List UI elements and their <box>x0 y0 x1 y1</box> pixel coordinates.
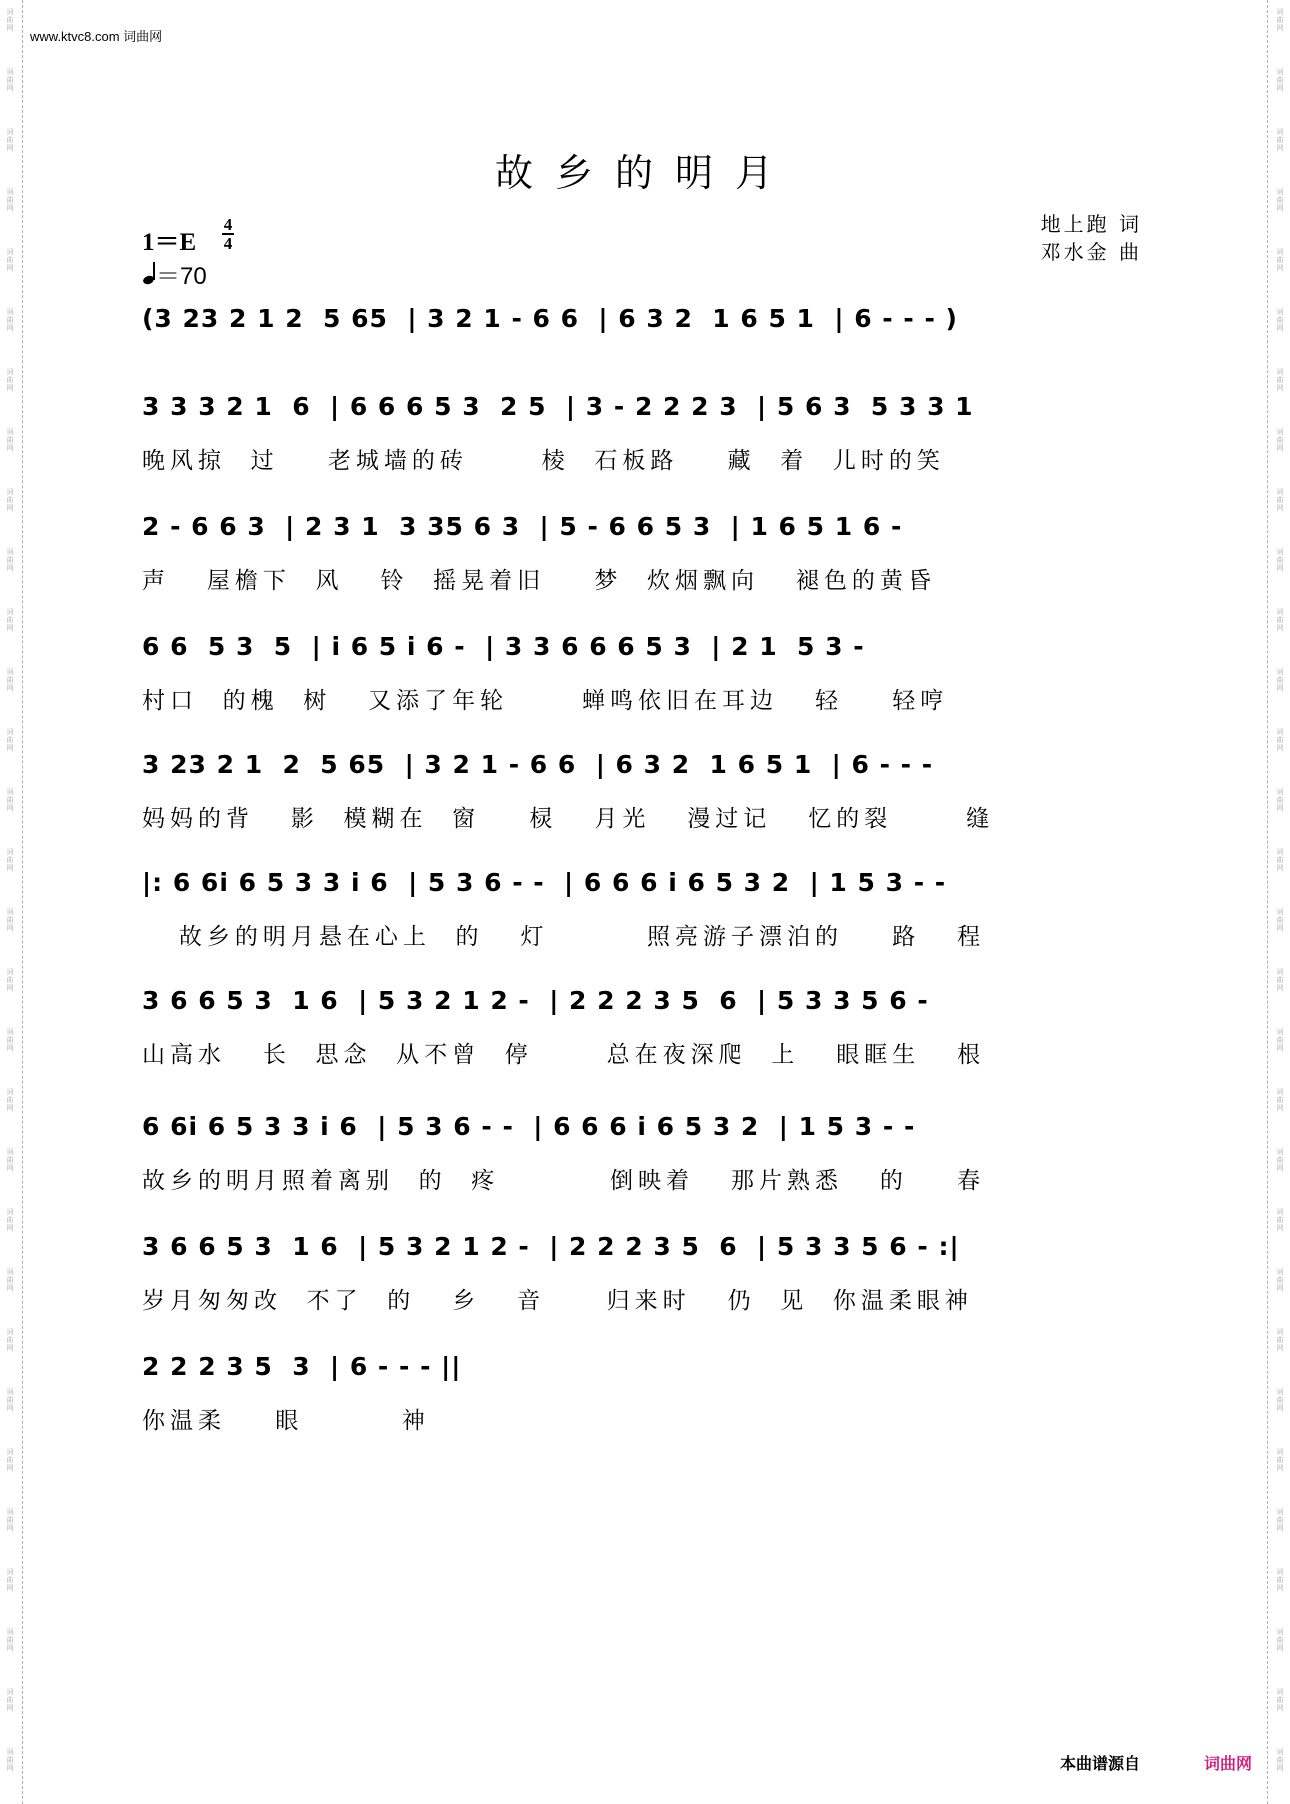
watermark-text: 词曲网 <box>6 608 14 632</box>
watermark-text: 词曲网 <box>1276 128 1284 152</box>
watermark-text: 词曲网 <box>1276 368 1284 392</box>
time-signature-top: 4 <box>223 215 233 234</box>
watermark-text: 词曲网 <box>6 1388 14 1412</box>
watermark-text: 词曲网 <box>1276 8 1284 32</box>
watermark-text: 词曲网 <box>1276 428 1284 452</box>
watermark-text: 词曲网 <box>1276 1208 1284 1232</box>
notation-line: 2 - 6 6 3 | 2 3 1 3 35 6 3 | 5 - 6 6 5 3 | 1 6 5 1 6 - <box>142 512 903 541</box>
site-url[interactable]: www.ktvc8.com 词曲网 <box>30 29 163 44</box>
watermark-text: 词曲网 <box>6 428 14 452</box>
watermark-text: 词曲网 <box>6 368 14 392</box>
lyrics-line: 声 屋檐下 风 铃 摇晃着旧 梦 炊烟飘向 褪色的黄昏 <box>142 568 936 594</box>
notation-line: |: 6 6i 6 5 3 3 i 6 | 5 3 6 - - | 6 6 6 i 6 5 3 2 | 1 5 3 - - <box>142 868 947 897</box>
watermark-text: 词曲网 <box>6 788 14 812</box>
watermark-text: 词曲网 <box>1276 1388 1284 1412</box>
watermark-text: 词曲网 <box>6 1568 14 1592</box>
watermark-text: 词曲网 <box>6 1448 14 1472</box>
watermark-text: 词曲网 <box>1276 1088 1284 1112</box>
watermark-text: 词曲网 <box>6 908 14 932</box>
notation-line: (3 23 2 1 2 5 65 | 3 2 1 - 6 6 | 6 3 2 1 6 5 1 | 6 - - - ) <box>142 304 958 333</box>
watermark-text: 词曲网 <box>6 1628 14 1652</box>
watermark-text: 词曲网 <box>1276 1568 1284 1592</box>
lyrics-line: 你温柔 眼 神 <box>142 1408 430 1434</box>
watermark-text: 词曲网 <box>6 68 14 92</box>
lyrics-line: 故乡的明月悬在心上 的 灯 照亮游子漂泊的 路 程 <box>142 924 986 950</box>
notation-line: 3 3 3 2 1 6 | 6 6 6 5 3 2 5 | 3 - 2 2 2 3 | 5 6 3 5 3 3 1 <box>142 392 974 421</box>
watermark-text: 词曲网 <box>1276 1328 1284 1352</box>
time-signature-bottom: 4 <box>223 234 233 253</box>
watermark-text: 词曲网 <box>6 248 14 272</box>
footer-site-link[interactable]: 词曲网 <box>1203 1754 1252 1773</box>
watermark-text: 词曲网 <box>6 848 14 872</box>
watermark-text: 词曲网 <box>6 128 14 152</box>
tempo-marking <box>142 256 207 291</box>
watermark-text: 词曲网 <box>6 1088 14 1112</box>
watermark-text: 词曲网 <box>6 1328 14 1352</box>
watermark-text: 词曲网 <box>1276 1028 1284 1052</box>
notation-line: 6 6i 6 5 3 3 i 6 | 5 3 6 - - | 6 6 6 i 6 5 3 2 | 1 5 3 - - <box>142 1112 916 1141</box>
watermark-text: 词曲网 <box>6 1748 14 1772</box>
watermark-text: 词曲网 <box>1276 668 1284 692</box>
watermark-text: 词曲网 <box>6 308 14 332</box>
notation-line: 3 6 6 5 3 1 6 | 5 3 2 1 2 - | 2 2 2 3 5 6 | 5 3 3 5 6 - <box>142 986 929 1015</box>
watermark-text: 词曲网 <box>1276 1628 1284 1652</box>
watermark-text: 词曲网 <box>1276 908 1284 932</box>
notation-line: 6 6 5 3 5 | i 6 5 i 6 - | 3 3 6 6 6 5 3 | 2 1 5 3 - <box>142 632 865 661</box>
lyrics-line: 故乡的明月照着离别 的 疼 倒映着 那片熟悉 的 春 <box>142 1168 986 1194</box>
song-title: 故乡的明月 <box>494 151 795 195</box>
quarter-note-icon <box>142 262 156 284</box>
watermark-text: 词曲网 <box>6 548 14 572</box>
watermark-text: 词曲网 <box>6 188 14 212</box>
watermark-text: 词曲网 <box>1276 248 1284 272</box>
watermark-text: 词曲网 <box>6 668 14 692</box>
watermark-text: 词曲网 <box>1276 728 1284 752</box>
notation-line: 2 2 2 3 5 3 | 6 - - - || <box>142 1352 462 1381</box>
key-signature: 1＝E <box>142 229 197 256</box>
watermark-text: 词曲网 <box>6 1268 14 1292</box>
watermark-text: 词曲网 <box>1276 608 1284 632</box>
time-signature <box>222 216 234 252</box>
lyrics-line: 山高水 长 思念 从不曾 停 总在夜深爬 上 眼眶生 根 <box>142 1042 986 1068</box>
watermark-text: 词曲网 <box>6 1148 14 1172</box>
watermark-text: 词曲网 <box>1276 1508 1284 1532</box>
watermark-text: 词曲网 <box>6 968 14 992</box>
notation-line: 3 6 6 5 3 1 6 | 5 3 2 1 2 - | 2 2 2 3 5 6 | 5 3 3 5 6 - :| <box>142 1232 960 1261</box>
watermark-text: 词曲网 <box>1276 488 1284 512</box>
lyrics-line: 村口 的槐 树 又添了年轮 蝉鸣依旧在耳边 轻 轻哼 <box>142 688 949 714</box>
watermark-text: 词曲网 <box>6 1028 14 1052</box>
watermark-text: 词曲网 <box>1276 188 1284 212</box>
watermark-text: 词曲网 <box>6 488 14 512</box>
watermark-text: 词曲网 <box>6 1508 14 1532</box>
watermark-text: 词曲网 <box>1276 308 1284 332</box>
lyrics-line: 岁月匆匆改 不了 的 乡 音 归来时 仍 见 你温柔眼神 <box>142 1288 973 1314</box>
watermark-text: 词曲网 <box>1276 68 1284 92</box>
lyrics-line: 晚风掠 过 老城墙的砖 棱 石板路 藏 着 儿时的笑 <box>142 448 945 474</box>
footer-source-label: 本曲谱源自 <box>1059 1754 1140 1773</box>
watermark-text: 词曲网 <box>1276 788 1284 812</box>
watermark-text: 词曲网 <box>6 1208 14 1232</box>
notation-line: 3 23 2 1 2 5 65 | 3 2 1 - 6 6 | 6 3 2 1 6 5 1 | 6 - - - <box>142 750 934 779</box>
watermark-text: 词曲网 <box>6 1688 14 1712</box>
watermark-text: 词曲网 <box>1276 1748 1284 1772</box>
watermark-text: 词曲网 <box>1276 1268 1284 1292</box>
composer-credit: 邓水金 曲 <box>1040 240 1142 264</box>
watermark-text: 词曲网 <box>1276 848 1284 872</box>
watermark-text: 词曲网 <box>6 728 14 752</box>
watermark-text: 词曲网 <box>1276 548 1284 572</box>
lyricist-credit: 地上跑 词 <box>1040 212 1142 236</box>
watermark-text: 词曲网 <box>1276 1148 1284 1172</box>
watermark-text: 词曲网 <box>1276 1448 1284 1472</box>
lyrics-line: 妈妈的背 影 模糊在 窗 棂 月光 漫过记 忆的裂 缝 <box>142 806 995 832</box>
tempo-value: ＝70 <box>156 263 207 290</box>
watermark-text: 词曲网 <box>1276 968 1284 992</box>
watermark-text: 词曲网 <box>6 8 14 32</box>
watermark-text: 词曲网 <box>1276 1688 1284 1712</box>
